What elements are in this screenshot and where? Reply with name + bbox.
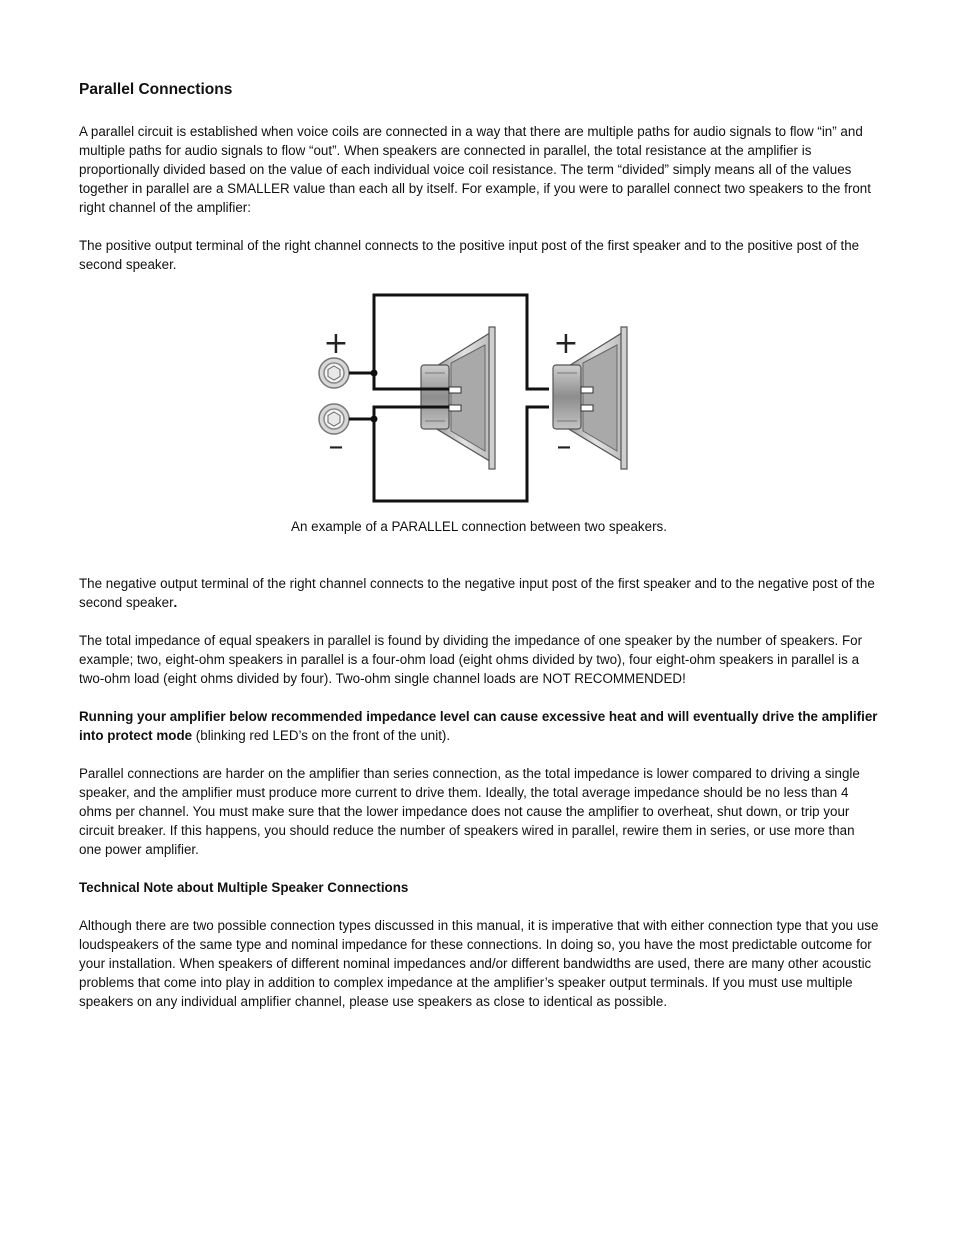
junction-positive xyxy=(371,370,378,377)
amp-plus-label: + xyxy=(323,326,349,361)
speaker-1 xyxy=(421,327,495,469)
impedance-paragraph: The total impedance of equal speakers in parallel is found by dividing the impedance of one speaker by the number of speakers. For example; two, eight-ohm speakers in parallel is a four-ohm load (eight ohms divided by two), four eight-ohm speakers in parallel is a two-ohm load (eight ohms divided by four). Two-ohm single channel loads are NOT RECOMMENDED! xyxy=(79,633,863,686)
negative-paragraph-text: The negative output terminal of the right channel connects to the negative input post of the first speaker and to the negative post of the second speaker xyxy=(79,576,875,610)
junction-negative xyxy=(371,416,378,423)
amp-positive-terminal xyxy=(319,358,349,388)
negative-paragraph xyxy=(79,574,879,612)
document-page xyxy=(79,80,879,1030)
warning-bold-text: Running your amplifier below recommended impedance level can cause excessive heat and will eventually drive the amplifier into protect mode xyxy=(79,709,878,743)
speaker2-plus-label: + xyxy=(553,326,579,361)
negative-paragraph-period: . xyxy=(173,595,178,610)
wiring-diagram-svg xyxy=(311,293,641,509)
intro-paragraph: A parallel circuit is established when voice coils are connected in a way that there are multiple paths for audio signals to flow “in” and multiple paths for audio signals to flow “out”. When speakers are connected in parallel, the total resistance at the amplifier is proportionally divided based on the value of each individual voice coil resistance. The term “divided” simply means all of the values together in parallel are a SMALLER value than each all by itself. For example, if you were to parallel connect two speakers to the front right channel of the amplifier: xyxy=(79,124,871,215)
figure-caption: An example of a PARALLEL connection between two speakers. xyxy=(291,519,667,534)
amp-minus-label: – xyxy=(328,429,344,464)
technical-note-title: Technical Note about Multiple Speaker Connections xyxy=(79,880,409,895)
current-paragraph: Parallel connections are harder on the amplifier than series connection, as the total impedance is lower compared to driving a single speaker, and the amplifier must produce more current to drive them. Ideally, the total average impedance should be no less than 4 ohms per channel. You must make sure that the lower impedance does not cause the amplifier to overheat, shut down, or trip your circuit breaker. If this happens, you should reduce the number of speakers wired in parallel, rewire them in series, or use more than one power amplifier. xyxy=(79,766,860,857)
page-title: Parallel Connections xyxy=(79,81,233,98)
parallel-wiring-diagram xyxy=(79,293,879,509)
technical-note-body: Although there are two possible connection types discussed in this manual, it is imperative that with either connection type that you use loudspeakers of the same type and nominal impedance for these connections. In doing so, you have the most predictable outcome for your installation. When speakers of different nominal impedances and/or different bandwidths are used, there are many other acoustic problems that come into play in addition to complex impedance at the amplifier’s speaker output terminals. If you must use multiple speakers on any individual amplifier channel, please use speakers as close to identical as possible. xyxy=(79,918,879,1009)
speaker2-minus-label: – xyxy=(556,429,572,464)
warning-rest-text: (blinking red LED’s on the front of the unit). xyxy=(192,728,451,743)
warning-paragraph xyxy=(79,707,879,745)
positive-paragraph: The positive output terminal of the right channel connects to the positive input post of the first speaker and to the positive post of the second speaker. xyxy=(79,238,860,272)
